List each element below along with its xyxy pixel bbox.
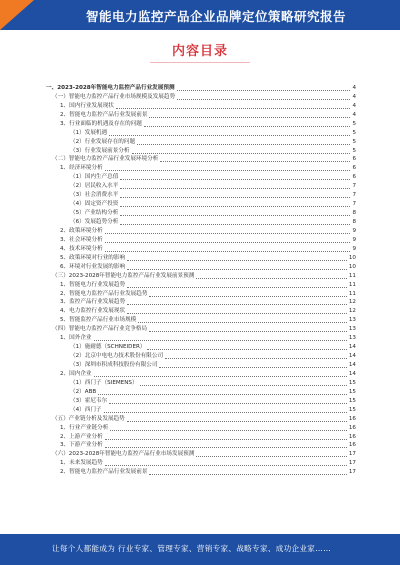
toc-leader-dots xyxy=(105,447,347,448)
toc-page-number: 6 xyxy=(352,174,356,181)
toc-entry[interactable] xyxy=(46,218,356,227)
toc-entry-text: 3、下游产业分析 xyxy=(60,442,103,449)
toc-leader-dots xyxy=(137,144,350,145)
toc-leader-dots xyxy=(149,331,347,332)
toc-page-number: 10 xyxy=(348,263,356,270)
toc-entry-text: （3）行业发展前景分析 xyxy=(70,147,130,154)
toc-page-number: 5 xyxy=(352,120,356,127)
toc-leader-dots xyxy=(105,439,347,440)
toc-page-number: 11 xyxy=(348,290,356,297)
toc-page-number: 4 xyxy=(352,111,356,118)
toc-leader-dots xyxy=(147,349,346,350)
toc-entry-text: 4、电力监控行业发展现状 xyxy=(60,308,126,315)
toc-entry-text: （3）霍尼韦尔 xyxy=(70,397,108,404)
toc-leader-dots xyxy=(196,456,347,457)
toc-leader-dots xyxy=(109,135,350,136)
toc-entry[interactable] xyxy=(46,343,356,352)
toc-entry-text: （一）智能电力监控产品行业市场规模及发展趋势 xyxy=(52,93,176,100)
toc-leader-dots xyxy=(94,340,347,341)
toc-entry-text: 5、政策环境对行业的影响 xyxy=(60,254,126,261)
toc-leader-dots xyxy=(120,188,350,189)
toc-entry[interactable] xyxy=(46,370,356,379)
toc-page-number: 6 xyxy=(352,156,356,163)
toc-page-number: 13 xyxy=(348,335,356,342)
toc-page-number: 17 xyxy=(348,451,356,458)
toc-page-number: 8 xyxy=(352,219,356,226)
toc-entry[interactable] xyxy=(46,173,356,182)
footer-slogan: 让每个人都能成为 行业专家、管理专家、营销专家、战略专家、成功企业家…… xyxy=(52,544,331,553)
toc-page-number: 10 xyxy=(348,254,356,261)
toc-page-number: 5 xyxy=(352,147,356,154)
toc-entry[interactable] xyxy=(46,164,356,173)
toc-entry[interactable] xyxy=(46,129,356,138)
toc-leader-dots xyxy=(94,376,347,377)
toc-leader-dots xyxy=(127,313,347,314)
toc-entry-text: （4）固定资产投资 xyxy=(70,201,119,208)
toc-entry[interactable] xyxy=(46,424,356,433)
toc-entry-text: 2、政策环境分析 xyxy=(60,227,103,234)
toc-entry-text: （1）西门子（SIEMENS） xyxy=(70,379,138,386)
toc-leader-dots xyxy=(109,403,347,404)
toc-entry-text: 1、未来发展趋势 xyxy=(60,460,103,467)
toc-entry[interactable] xyxy=(46,236,356,245)
toc-leader-dots xyxy=(165,358,347,359)
toc-entry-text: （3）深圳市积成科技股份有限公司 xyxy=(70,362,158,369)
toc-entry-text: （1）国内生产总值 xyxy=(70,174,119,181)
toc-leader-dots xyxy=(177,99,350,100)
toc-entry[interactable] xyxy=(46,200,356,209)
table-of-contents xyxy=(46,84,356,477)
toc-page-number: 6 xyxy=(352,165,356,172)
toc-page-number: 11 xyxy=(348,272,356,279)
toc-leader-dots xyxy=(105,170,351,171)
toc-leader-dots xyxy=(127,421,347,422)
toc-page-number: 17 xyxy=(348,460,356,467)
toc-leader-dots xyxy=(127,269,347,270)
toc-leader-dots xyxy=(160,161,350,162)
toc-entry-text: 2、智能电力监控产品行业发展前景 xyxy=(60,469,148,476)
toc-entry[interactable] xyxy=(46,325,356,334)
toc-entry-text: （六）2023-2028年智能电力监控产品行业市场发展预测 xyxy=(52,451,195,458)
toc-entry-text: 3、行业面临的机遇及存在的问题 xyxy=(60,120,142,127)
toc-entry[interactable] xyxy=(46,272,356,281)
toc-page-number: 7 xyxy=(352,183,356,190)
toc-leader-dots xyxy=(127,304,347,305)
toc-leader-dots xyxy=(120,206,350,207)
toc-page-number: 17 xyxy=(348,469,356,476)
toc-entry-text: （3）社会消费水平 xyxy=(70,192,119,199)
toc-page-number: 16 xyxy=(348,442,356,449)
toc-entry[interactable] xyxy=(46,307,356,316)
toc-entry-text: （2）行业发展存在的问题 xyxy=(70,138,136,145)
toc-entry[interactable] xyxy=(46,388,356,397)
toc-leader-dots xyxy=(196,278,347,279)
toc-entry[interactable] xyxy=(46,406,356,415)
toc-entry-text: 1、行业产业链分析 xyxy=(60,424,109,431)
toc-entry[interactable] xyxy=(46,397,356,406)
toc-entry[interactable] xyxy=(46,254,356,263)
toc-entry[interactable] xyxy=(46,316,356,325)
toc-page-number: 15 xyxy=(348,397,356,404)
toc-leader-dots xyxy=(159,367,346,368)
toc-entry-text: 一、2023-2028年智能电力监控产品行业发展预测 xyxy=(46,84,175,91)
toc-entry[interactable] xyxy=(46,379,356,388)
toc-leader-dots xyxy=(120,197,350,198)
toc-entry[interactable] xyxy=(46,290,356,299)
toc-entry[interactable] xyxy=(46,227,356,236)
toc-page-number: 4 xyxy=(352,93,356,100)
toc-entry-text: （二）智能电力监控产品行业发展环境分析 xyxy=(52,156,159,163)
toc-entry[interactable] xyxy=(46,299,356,308)
toc-page-number: 13 xyxy=(348,326,356,333)
toc-heading: 内容目录 xyxy=(171,44,228,59)
toc-entry-text: 1、国内行业发展现状 xyxy=(60,102,114,109)
toc-page-number: 15 xyxy=(348,388,356,395)
toc-entry-text: （2）居民收入水平 xyxy=(70,183,119,190)
toc-entry-text: （四）智能电力监控产品行业竞争格局 xyxy=(52,326,148,333)
toc-page-number: 12 xyxy=(348,308,356,315)
toc-leader-dots xyxy=(98,394,347,395)
page-footer xyxy=(0,534,400,565)
toc-entry-text: （三）2023-2028年智能电力监控产品行业发展前景预测 xyxy=(52,272,195,279)
toc-leader-dots xyxy=(105,465,347,466)
toc-entry[interactable] xyxy=(46,361,356,370)
toc-entry-text: 5、智能监控产品行业市场规模 xyxy=(60,317,137,324)
toc-page-number: 16 xyxy=(348,424,356,431)
toc-entry[interactable] xyxy=(46,120,356,129)
toc-page-number: 15 xyxy=(348,379,356,386)
toc-leader-dots xyxy=(149,117,350,118)
toc-entry-text: 2、上游产业分析 xyxy=(60,433,103,440)
toc-entry[interactable] xyxy=(46,191,356,200)
toc-leader-dots xyxy=(104,412,347,413)
toc-entry[interactable] xyxy=(46,156,356,165)
toc-entry[interactable] xyxy=(46,468,356,477)
toc-page-number: 12 xyxy=(348,299,356,306)
toc-entry[interactable] xyxy=(46,147,356,156)
toc-leader-dots xyxy=(177,90,351,91)
toc-entry[interactable] xyxy=(46,433,356,442)
toc-entry[interactable] xyxy=(46,209,356,218)
toc-entry-text: 1、智能电力行业发展趋势 xyxy=(60,281,126,288)
toc-entry-text: 2、国内企业 xyxy=(60,370,92,377)
toc-page-number: 9 xyxy=(352,236,356,243)
toc-page-number: 15 xyxy=(348,406,356,413)
toc-page-number: 8 xyxy=(352,210,356,217)
toc-entry-text: （6）发展趋势分析 xyxy=(70,219,119,226)
toc-entry-text: 1、经济环境分析 xyxy=(60,165,103,172)
toc-leader-dots xyxy=(110,430,347,431)
toc-leader-dots xyxy=(127,287,347,288)
toc-entry[interactable] xyxy=(46,102,356,111)
toc-entry[interactable] xyxy=(46,84,356,93)
toc-page-number: 7 xyxy=(352,201,356,208)
toc-page-number: 13 xyxy=(348,317,356,324)
toc-entry-text: （五）产业链分析及发展趋势 xyxy=(52,415,125,422)
toc-page-number: 9 xyxy=(352,227,356,234)
toc-entry-text: 3、社会环境分析 xyxy=(60,236,103,243)
toc-page-number: 4 xyxy=(352,84,356,91)
toc-page-number: 9 xyxy=(352,245,356,252)
toc-page-number: 14 xyxy=(348,370,356,377)
toc-leader-dots xyxy=(120,215,350,216)
toc-entry[interactable] xyxy=(46,334,356,343)
toc-leader-dots xyxy=(116,108,351,109)
toc-entry[interactable] xyxy=(46,459,356,468)
toc-entry-text: （1）施耐德（SCHNEIDER） xyxy=(70,344,146,351)
toc-entry-text: （2）北京中电电力技术股份有限公司 xyxy=(70,353,164,360)
toc-divider xyxy=(150,62,250,63)
toc-leader-dots xyxy=(132,153,351,154)
toc-entry-text: （1）发展机遇 xyxy=(70,129,108,136)
toc-leader-dots xyxy=(105,242,351,243)
toc-leader-dots xyxy=(140,385,347,386)
toc-leader-dots xyxy=(120,179,350,180)
toc-entry-text: 6、环境对行业发展的影响 xyxy=(60,263,126,270)
toc-entry-text: （5）产业结构分析 xyxy=(70,210,119,217)
toc-entry[interactable] xyxy=(46,138,356,147)
toc-leader-dots xyxy=(144,126,351,127)
toc-entry-text: 2、智能电力监控产品行业发展趋势 xyxy=(60,290,148,297)
toc-entry[interactable] xyxy=(46,93,356,102)
toc-entry[interactable] xyxy=(46,245,356,254)
toc-page-number: 14 xyxy=(348,353,356,360)
toc-entry[interactable] xyxy=(46,263,356,272)
toc-entry[interactable] xyxy=(46,111,356,120)
toc-entry-text: （4）西门子 xyxy=(70,406,102,413)
toc-page-number: 7 xyxy=(352,192,356,199)
toc-entry[interactable] xyxy=(46,182,356,191)
toc-page-number: 14 xyxy=(348,362,356,369)
toc-entry[interactable] xyxy=(46,352,356,361)
toc-page-number: 14 xyxy=(348,344,356,351)
toc-page-number: 5 xyxy=(352,129,356,136)
report-title: 智能电力监控产品企业品牌定位策略研究报告 xyxy=(85,9,346,24)
toc-leader-dots xyxy=(127,260,347,261)
toc-leader-dots xyxy=(138,322,347,323)
toc-page-number: 5 xyxy=(352,138,356,145)
toc-leader-dots xyxy=(120,224,350,225)
header-corner-accent xyxy=(0,0,34,30)
toc-page-number: 16 xyxy=(348,415,356,422)
toc-page-number: 11 xyxy=(348,281,356,288)
toc-leader-dots xyxy=(105,251,351,252)
toc-entry-text: 3、监控产品行业发展趋势 xyxy=(60,299,126,306)
toc-entry-text: 2、智能电力监控产品行业发展前景 xyxy=(60,111,148,118)
toc-entry[interactable] xyxy=(46,281,356,290)
toc-entry[interactable] xyxy=(46,415,356,424)
toc-entry[interactable] xyxy=(46,442,356,451)
report-header xyxy=(0,0,400,30)
toc-page-number: 16 xyxy=(348,433,356,440)
toc-leader-dots xyxy=(105,233,351,234)
toc-entry-text: （2）ABB xyxy=(70,388,97,395)
toc-entry-text: 1、国外企业 xyxy=(60,335,92,342)
toc-leader-dots xyxy=(149,296,346,297)
toc-page-number: 4 xyxy=(352,102,356,109)
toc-leader-dots xyxy=(149,474,346,475)
toc-entry-text: 4、技术环境分析 xyxy=(60,245,103,252)
toc-entry[interactable] xyxy=(46,450,356,459)
